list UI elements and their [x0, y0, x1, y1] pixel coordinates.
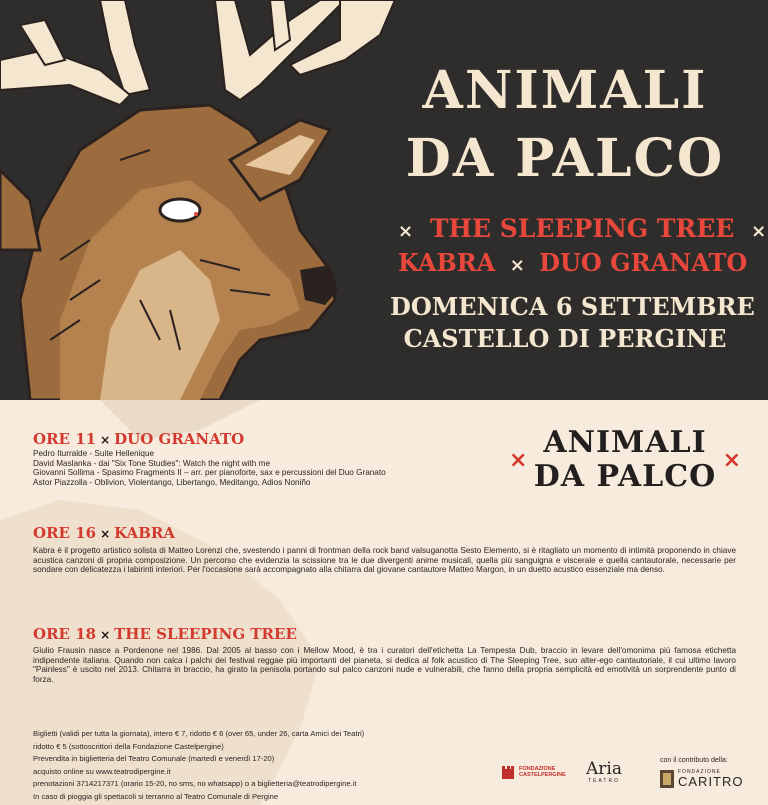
slot-2-heading	[33, 524, 175, 542]
separator-icon: ×	[509, 255, 525, 276]
secondary-logo-line2: DA PALCO	[533, 459, 717, 494]
info-line: prenotazioni 3714217371 (orario 15-20, no sms, no whatsapp) o a biglietteria@teatrodipergine.it	[33, 779, 357, 788]
headliner-band: THE SLEEPING TREE	[429, 214, 735, 243]
castle-icon	[500, 764, 516, 780]
poster-header	[0, 0, 768, 400]
info-line: ridotto € 5 (sottoscrittori della Fondazione Castelpergine)	[33, 741, 224, 751]
sponsor-aria	[586, 760, 622, 784]
support-row	[398, 248, 747, 277]
poster-title-line2: DA PALCO	[405, 128, 725, 189]
headliner-row	[398, 214, 766, 243]
separator-icon: ×	[398, 221, 414, 242]
separator-icon: ×	[100, 527, 111, 541]
program-line: Astor Piazzolla - Oblivion, Violentango, Libertango, Meditango, Adios Noniño	[33, 477, 311, 487]
slot-1-program	[33, 449, 386, 487]
caritro-small: FONDAZIONE	[678, 769, 721, 775]
separator-icon: ×	[509, 448, 528, 473]
slot-3-heading	[33, 625, 297, 643]
slot-2-name: KABRA	[114, 524, 175, 542]
poster-title-line1: ANIMALI	[422, 60, 708, 121]
band-duo-granato: DUO GRANATO	[539, 248, 748, 277]
separator-icon: ×	[100, 628, 111, 642]
slot-2-time: ORE 16	[33, 524, 97, 542]
separator-icon: ×	[751, 221, 767, 242]
info-line: Prevendita in biglietteria del Teatro Comunale (martedì e venerdì 17-20)	[33, 754, 275, 763]
slot-3-description: Giulio Frausin nasce a Pordenone nel 1986. Dal 2005 al basso con i Mellow Mood, è tra i curatori dell'etichetta La Tempesta Dub, braccio in levare dell'omonima più famosa etichetta indipendente italiana. Quando non calca i palchi dei festival reggae più importanti del pianeta, si dedica al folk acustico di The Sleeping Tree, suo alter-ego cantautoriale, il cui ultimo lavoro "Painless" è uscito nel 2013. Chitarra in braccio, ha girato la penisola portando sul palco canzoni nude e vulnerabili, che fanno della propria semplicità ed emotività un sorprendente punto di forza.	[33, 646, 736, 684]
caritro-emblem-icon	[660, 770, 674, 788]
info-line: Biglietti (validi per tutta la giornata), intero € 7, ridotto € 6 (over 65, under 26, carta Amici dei Teatri)	[33, 729, 365, 738]
sponsor-caritro	[660, 769, 744, 788]
event-place: CASTELLO DI PERGINE	[403, 324, 727, 353]
slot-3-name: THE SLEEPING TREE	[114, 625, 297, 643]
fondazione-label: FONDAZIONE CASTELPERGINE	[519, 766, 566, 778]
slot-1-name: DUO GRANATO	[114, 430, 245, 448]
info-line: In caso di pioggia gli spettacoli si terranno al Teatro Comunale di Pergine	[33, 791, 279, 801]
caritro-logo: CARITRO	[678, 774, 744, 789]
slot-1-heading	[33, 430, 244, 448]
contrib-label: con il contributo della:	[660, 757, 728, 764]
deer-illustration	[0, 0, 400, 400]
aria-logo: Aria	[586, 759, 622, 779]
program-line: Giovanni Sollima - Spasimo Fragments II – arr. per pianoforte, sax e percussioni del Duo Granato	[33, 468, 386, 478]
program-line: David Maslanka - dai "Six Tone Studies": Watch the night with me	[33, 458, 270, 468]
sponsor-fondazione	[500, 764, 566, 780]
aria-sub: TEATRO	[588, 778, 620, 784]
slot-1-time: ORE 11	[33, 430, 97, 448]
slot-2-description: Kabra è il progetto artistico solista di Matteo Lorenzi che, svestendo i panni di frontman della rock band valsuganotta Sesto Elemento, si è ritagliato un momento di intimità proponendo in chiave acustica canzoni di propria composizione. Un percorso che evidenzia la scissione tra le due divergenti anime musicali, quella più sanguigna e viscerale e quella cantautorale, necessarie per sondare con delicatezza i labirinti interiori. Per l'occasione sarà accompagnato alla chitarra dal giovane cantautore Matteo Margon, in un duetto acustico essenziale ma denso.	[33, 546, 736, 575]
secondary-logo-line1: ANIMALI	[543, 425, 707, 460]
ticket-info	[33, 728, 364, 803]
event-date: DOMENICA 6 SETTEMBRE	[390, 292, 755, 321]
band-kabra: KABRA	[398, 248, 496, 277]
separator-icon: ×	[100, 433, 111, 447]
program-line: Pedro Iturralde - Suite Hellenique	[33, 449, 155, 458]
secondary-logo	[495, 426, 755, 494]
info-line: acquisto online su www.teatrodipergine.it	[33, 766, 171, 776]
slot-3-time: ORE 18	[33, 625, 97, 643]
separator-icon: ×	[722, 448, 741, 473]
